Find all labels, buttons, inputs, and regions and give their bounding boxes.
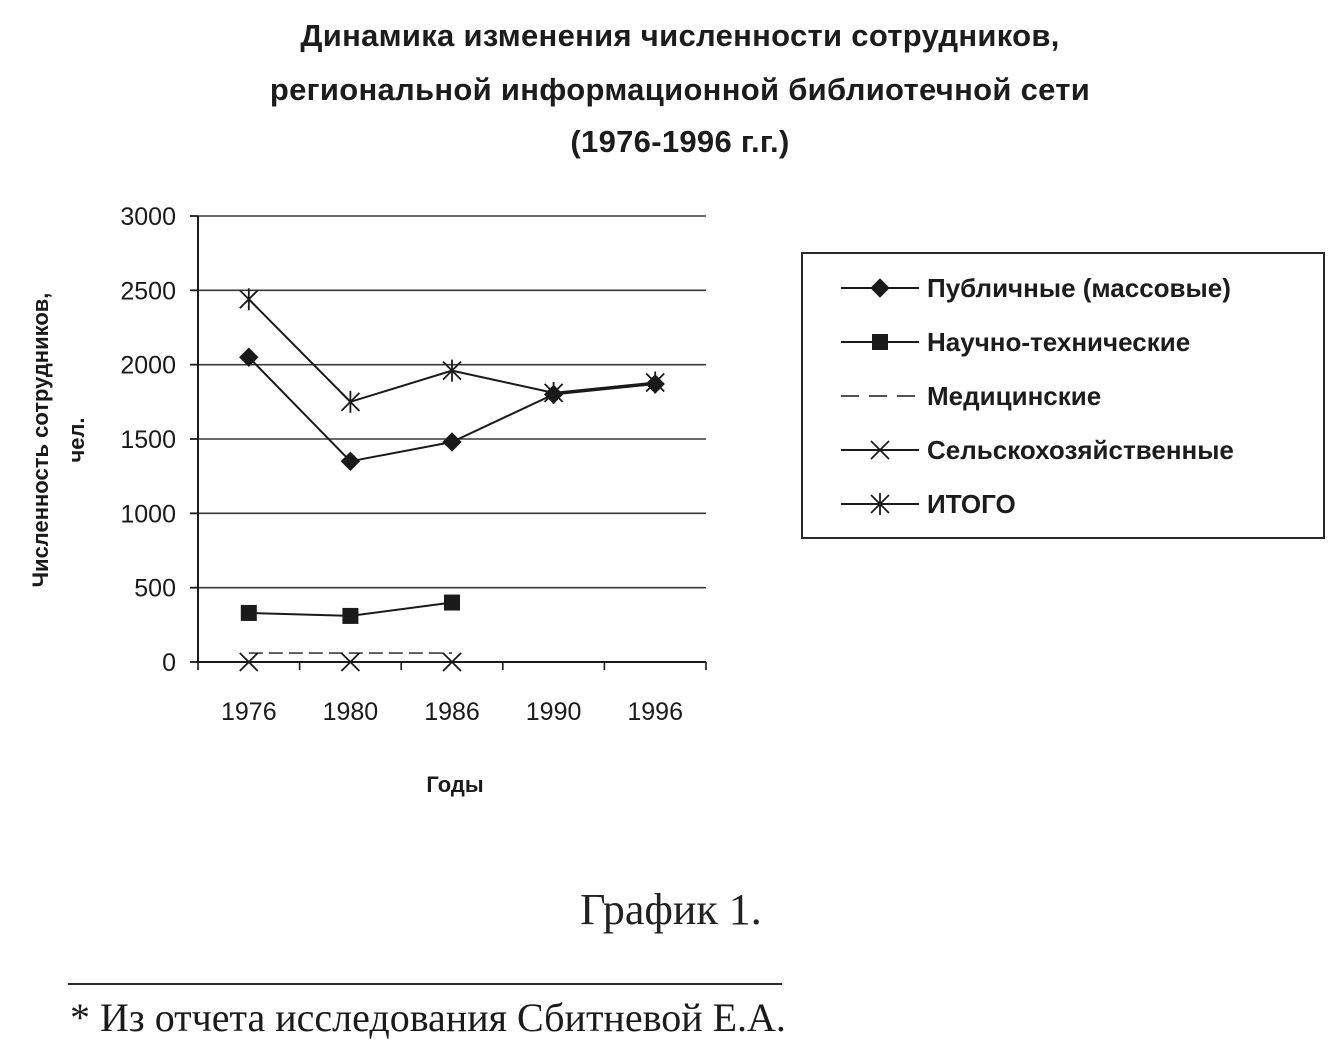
line-chart	[0, 0, 790, 820]
legend-item-medical	[837, 378, 1101, 414]
y-tick-label: 1000	[120, 500, 176, 529]
x-tick-label: 1976	[220, 698, 277, 726]
series-line-total	[249, 299, 655, 402]
legend-swatch-agricultural	[837, 432, 923, 468]
legend-swatch-scientific	[837, 324, 923, 360]
point-scientific-1980	[342, 608, 358, 624]
point-scientific-1976	[241, 605, 257, 621]
chart-title-line-1: Динамика изменения численности сотрудников,	[300, 18, 1060, 53]
point-scientific-1986	[444, 595, 460, 611]
legend-label-total: ИТОГО	[927, 488, 1016, 519]
chart-title-line-3: (1976-1996 г.г.)	[570, 124, 790, 159]
legend-label-scientific: Научно-технические	[927, 326, 1191, 357]
x-tick-label: 1980	[322, 698, 379, 726]
point-total-1986	[443, 360, 461, 382]
legend-label-agricultural: Сельскохозяйственные	[927, 434, 1234, 465]
tick-labels	[120, 203, 683, 726]
y-tick-label: 2000	[120, 351, 176, 380]
y-axis-title-line-2: чел.	[64, 417, 89, 463]
y-tick-label: 2500	[120, 277, 176, 306]
point-public-1986	[443, 433, 461, 451]
footnote: * Из отчета исследования Сбитневой Е.А.	[70, 995, 786, 1040]
y-tick-label: 1500	[120, 426, 176, 454]
chart-legend	[801, 252, 1325, 539]
legend-swatch-medical	[837, 378, 923, 414]
legend-item-total	[837, 486, 1016, 522]
legend-label-medical: Медицинские	[927, 380, 1102, 411]
legend-swatch-total	[837, 486, 923, 522]
y-tick-label: 500	[134, 574, 176, 603]
y-tick-label: 3000	[120, 203, 176, 231]
legend-label-public: Публичные (массовые)	[927, 272, 1231, 303]
grid-lines	[198, 216, 706, 588]
legend-swatch-public	[837, 270, 923, 306]
legend-item-public	[837, 270, 1231, 306]
legend-marker-scientific	[872, 334, 888, 350]
x-axis-title: Годы	[426, 772, 484, 797]
x-tick-label: 1996	[627, 698, 684, 726]
y-tick-label: 0	[162, 649, 176, 677]
chart-title-line-2: региональной информационной библиотечной сети	[269, 72, 1091, 107]
legend-marker-public	[871, 279, 889, 297]
figure-caption: График 1.	[580, 885, 762, 934]
footnote-divider	[68, 983, 782, 985]
x-tick-label: 1986	[424, 698, 480, 726]
y-axis-title-line-1: Численность сотрудников,	[28, 292, 53, 588]
x-tick-label: 1990	[525, 698, 582, 726]
legend-item-scientific	[837, 324, 1190, 360]
legend-item-agricultural	[837, 432, 1234, 468]
